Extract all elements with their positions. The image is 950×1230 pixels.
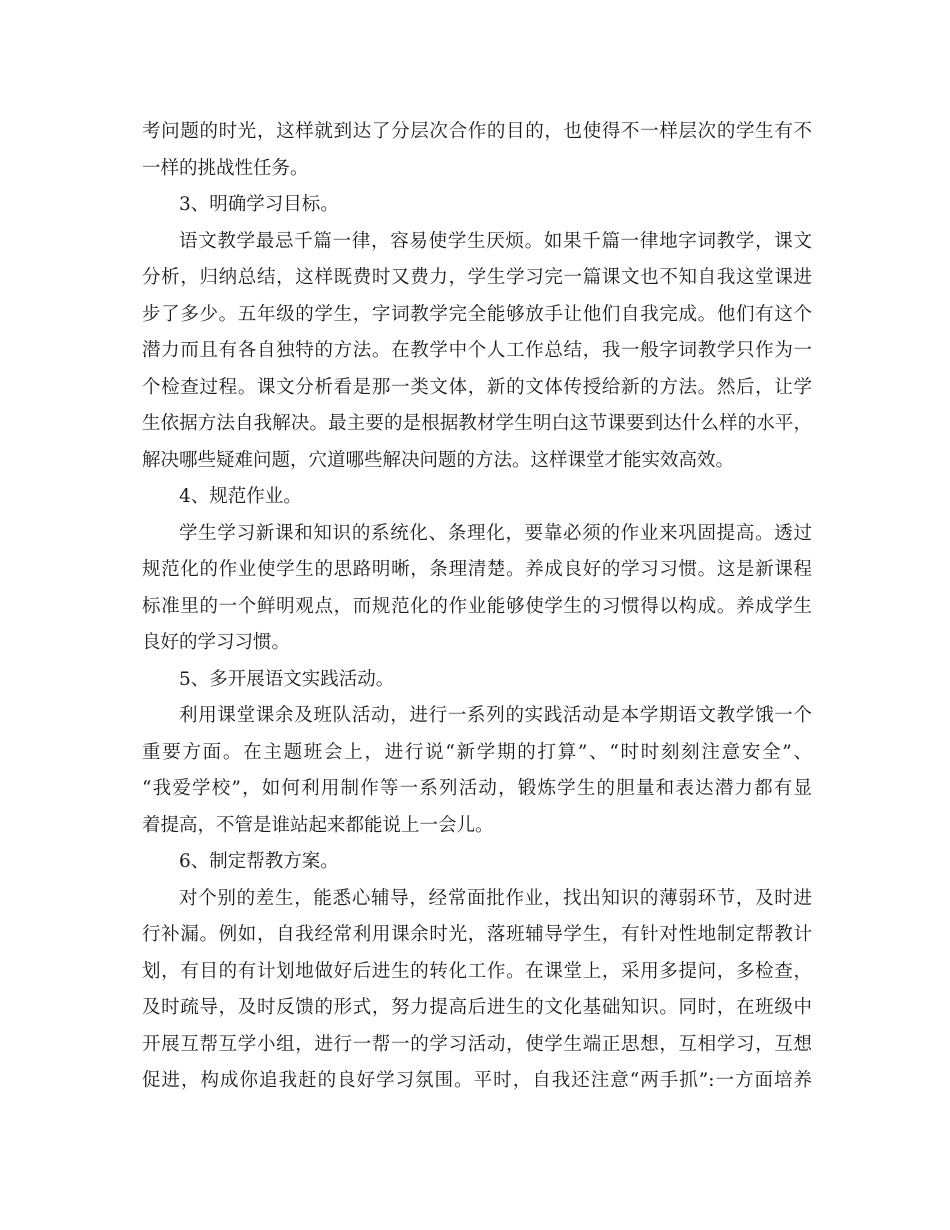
text-line: 划，有目的有计划地做好后进生的转化工作。在课堂上，采用多提问，多检查， [142, 960, 812, 982]
text-line: 3、明确学习目标。 [179, 194, 339, 215]
text-line: 步了多少。五年级的学生，字词教学完全能够放手让他们自我完成。他们有这个 [142, 303, 812, 325]
text-line: 开展互帮互学小组，进行一帮一的学习活动，使学生端正思想，互相学习，互想 [142, 1033, 812, 1055]
text-line: 4、规范作业。 [179, 486, 302, 507]
text-line: 生依据方法自我解决。最主要的是根据教材学生明白这节课要到达什么样的水平， [142, 413, 812, 434]
text-line: 个检查过程。课文分析看是那一类文体，新的文体传授给新的方法。然后，让学 [142, 376, 812, 398]
text-line: 6、制定帮教方案。 [179, 851, 339, 872]
document-body [142, 114, 812, 1100]
text-line: 一样的挑战性任务。 [142, 157, 309, 179]
text-line: 考问题的时光，这样就到达了分层次合作的目的，也使得不一样层次的学生有不 [142, 121, 812, 142]
text-line: 分析，归纳总结，这样既费时又费力，学生学习完一篇课文也不知自我这堂课进 [142, 267, 812, 288]
text-line: 着提高，不管是谁站起来都能说上一会儿。 [142, 814, 494, 836]
text-line: 潜力而且有各自独特的方法。在教学中个人工作总结，我一般字词教学只作为一 [142, 340, 812, 361]
text-line: 对个别的差生，能悉心辅导，经常面批作业，找出知识的薄弱环节，及时进 [179, 887, 812, 909]
text-line: 规范化的作业使学生的思路明晰，条理清楚。养成良好的学习习惯。这是新课程 [142, 559, 812, 580]
text-line: 促进，构成你追我赶的良好学习氛围。平时，自我还注意“两手抓”:一方面培养 [142, 1070, 812, 1091]
text-line: 行补漏。例如，自我经常利用课余时光，落班辅导学生，有针对性地制定帮教计 [142, 924, 812, 945]
text-line: 良好的学习习惯。 [142, 632, 291, 653]
text-line: 利用课堂课余及班队活动，进行一系列的实践活动是本学期语文教学饿一个 [179, 705, 812, 726]
text-line: “我爱学校”，如何利用制作等一系列活动，锻炼学生的胆量和表达潜力都有显 [142, 778, 812, 799]
text-line: 解决哪些疑难问题，穴道哪些解决问题的方法。这样课堂才能实效高效。 [142, 449, 735, 471]
text-line: 5、多开展语文实践活动。 [179, 668, 395, 690]
text-line: 重要方面。在主题班会上，进行说“新学期的打算”、“时时刻刻注意安全”、 [142, 741, 812, 763]
text-line: 及时疏导，及时反馈的形式，努力提高后进生的文化基础知识。同时，在班级中 [142, 997, 812, 1018]
text-line: 标准里的一个鲜明观点，而规范化的作业能够使学生的习惯得以构成。养成学生 [142, 595, 812, 617]
text-line: 语文教学最忌千篇一律，容易使学生厌烦。如果千篇一律地字词教学，课文 [179, 230, 812, 252]
text-line: 学生学习新课和知识的系统化、条理化，要靠必须的作业来巩固提高。透过 [179, 522, 812, 544]
